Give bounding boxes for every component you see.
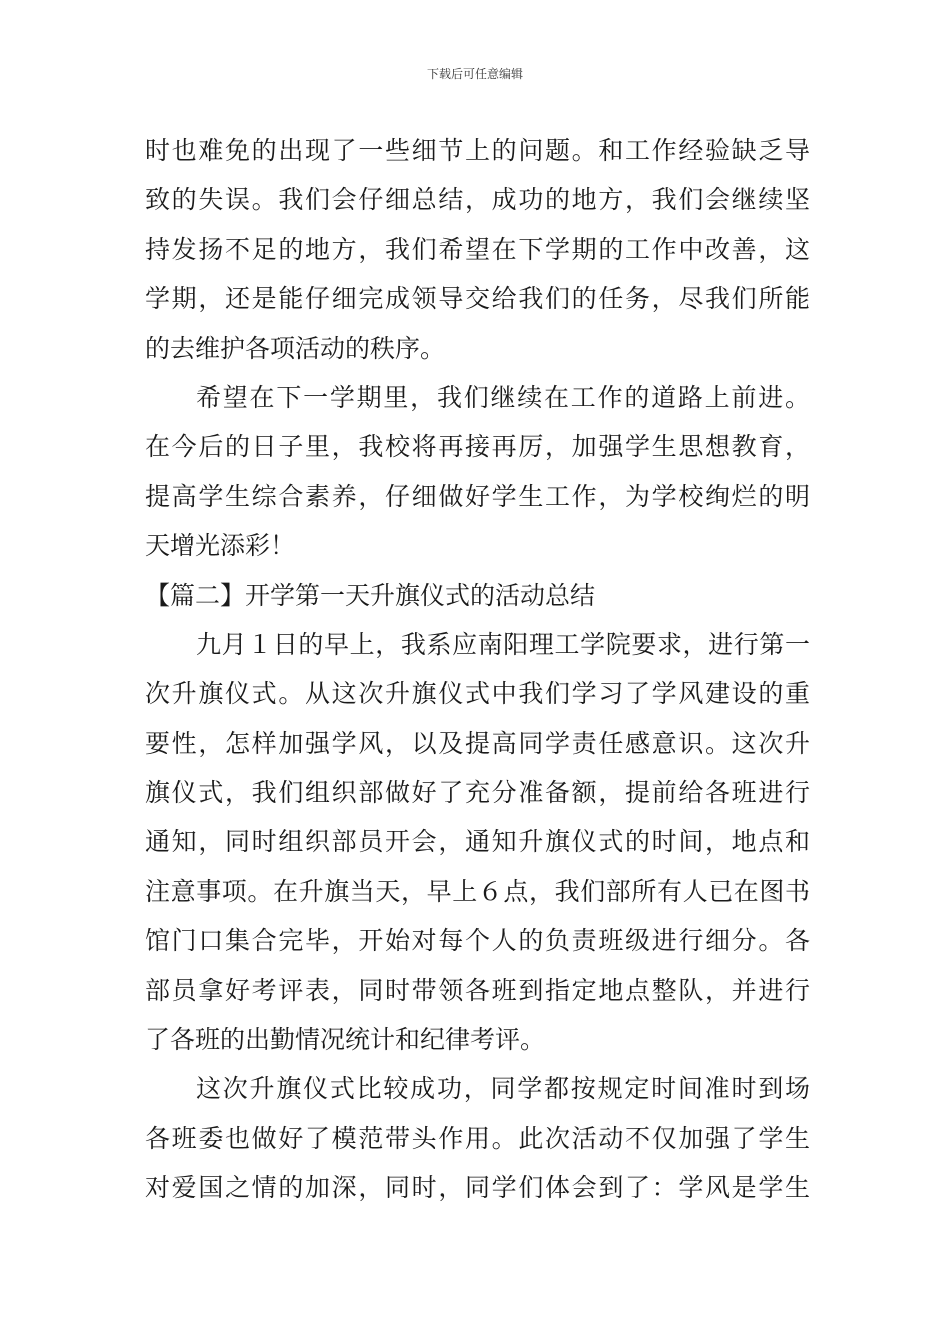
text-line: 在今后的日子里，我校将再接再厉，加强学生思想教育， xyxy=(145,432,810,462)
text-line: 这次升旗仪式比较成功，同学都按规定时间准时到场 xyxy=(196,1074,810,1104)
text-line: 持发扬不足的地方，我们希望在下学期的工作中改善，这 xyxy=(145,234,810,264)
document-body xyxy=(145,126,810,1213)
text-line: 对爱国之情的加深，同时，同学们体会到了：学风是学生 xyxy=(145,1173,810,1203)
text-line: 馆门口集合完毕，开始对每个人的负责班级进行细分。各 xyxy=(145,926,810,956)
text-line: 各班委也做好了模范带头作用。此次活动不仅加强了学生 xyxy=(145,1123,810,1153)
text-line: 提高学生综合素养，仔细做好学生工作，为学校绚烂的明 xyxy=(145,481,810,511)
text-line: 旗仪式，我们组织部做好了充分准备额，提前给各班进行 xyxy=(145,778,810,808)
text-line: 时也难免的出现了一些细节上的问题。和工作经验缺乏导 xyxy=(145,136,810,165)
text-line: 次升旗仪式。从这次升旗仪式中我们学习了学风建设的重 xyxy=(145,679,810,709)
text-line: 希望在下一学期里，我们继续在工作的道路上前进。 xyxy=(196,382,810,412)
text-line: 了各班的出勤情况统计和纪律考评。 xyxy=(145,1025,546,1055)
text-line: 注意事项。在升旗当天，早上６点，我们部所有人已在图书 xyxy=(145,876,810,906)
text-line: 部员拿好考评表，同时带领各班到指定地点整队，并进行 xyxy=(145,975,810,1005)
text-line: 的去维护各项活动的秩序。 xyxy=(145,333,446,363)
text-line: 学期，还是能仔细完成领导交给我们的任务，尽我们所能 xyxy=(145,284,810,314)
section-heading: 【篇二】开学第一天升旗仪式的活动总结 xyxy=(145,580,596,610)
text-line: 天增光添彩！ xyxy=(145,531,296,561)
text-line: 要性，怎样加强学风，以及提高同学责任感意识。这次升 xyxy=(145,728,810,758)
page-header: 下载后可任意编辑 xyxy=(426,67,523,81)
text-line: 致的失误。我们会仔细总结，成功的地方，我们会继续坚 xyxy=(145,185,810,215)
text-line: 通知，同时组织部员开会，通知升旗仪式的时间，地点和 xyxy=(145,827,810,857)
text-line: 九月１日的早上，我系应南阳理工学院要求，进行第一 xyxy=(196,629,810,659)
